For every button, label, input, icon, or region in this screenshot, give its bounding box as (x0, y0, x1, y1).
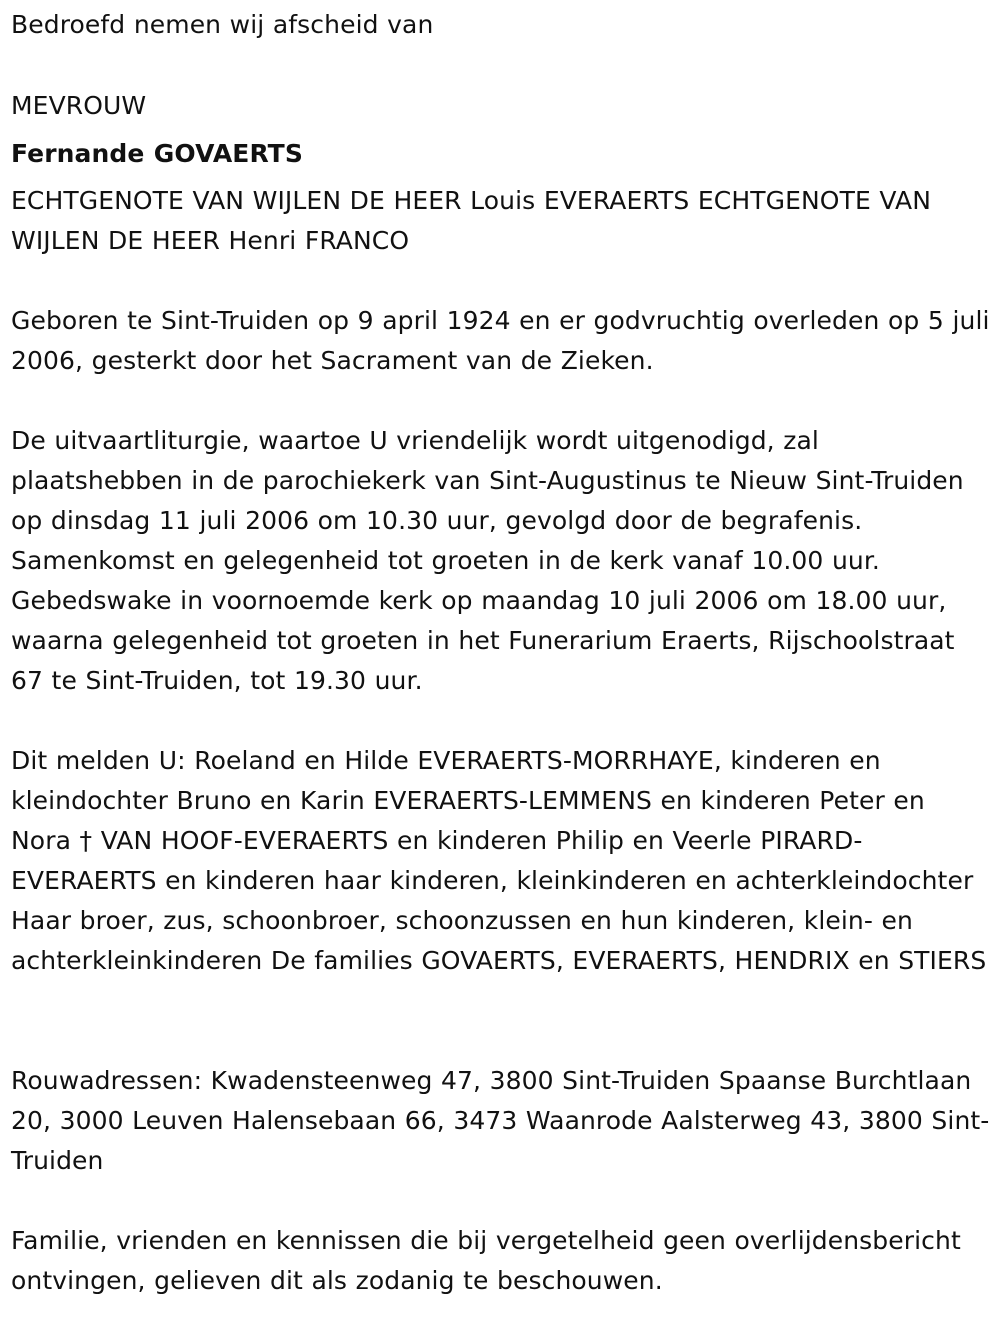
deceased-name: Fernande GOVAERTS (11, 139, 303, 168)
intro-text: Bedroefd nemen wij afscheid van (11, 10, 434, 39)
spouse-info: ECHTGENOTE VAN WIJLEN DE HEER Louis EVERAERTS ECHTGENOTE VAN WIJLEN DE HEER Henri FRANCO (11, 186, 931, 255)
mourning-addresses: Rouwadressen: Kwadensteenweg 47, 3800 Sint-Truiden Spaanse Burchtlaan 20, 3000 Leuven Halensebaan 66, 3473 Waanrode Aalsterweg 43, 3800 Sint-Truiden (11, 1066, 990, 1175)
title-text: MEVROUW (11, 91, 147, 120)
funeral-liturgy-info: De uitvaartliturgie, waartoe U vriendelijk wordt uitgenodigd, zal plaatshebben in de parochiekerk van Sint-Augustinus te Nieuw Sint-Truiden op dinsdag 11 juli 2006 om 10.30 uur, gevolgd door de begrafenis. Samenkomst en gelegenheid tot groeten in de kerk vanaf 10.00 uur. Gebedswake in voornoemde kerk op maandag 10 juli 2006 om 18.00 uur, waarna gelegenheid tot groeten in het Funerarium Eraerts, Rijschoolstraat 67 te Sint-Truiden, tot 19.30 uur. (11, 426, 964, 695)
birth-death-info: Geboren te Sint-Truiden op 9 april 1924 en er godvruchtig overleden op 5 juli 2006, gesterkt door het Sacrament van de Zieken. (11, 306, 990, 375)
closing-note: Familie, vrienden en kennissen die bij vergetelheid geen overlijdensbericht ontvingen, gelieven dit als zodanig te beschouwen. (11, 1226, 961, 1295)
family-announcement: Dit melden U: Roeland en Hilde EVERAERTS-MORRHAYE, kinderen en kleindochter Bruno en Karin EVERAERTS-LEMMENS en kinderen Peter en Nora † VAN HOOF-EVERAERTS en kinderen Philip en Veerle PIRARD-EVERAERTS en kinderen haar kinderen, kleinkinderen en achterkleindochter Haar broer, zus, schoonbroer, schoonzussen en hun kinderen, klein- en achterkleinkinderen De families GOVAERTS, EVERAERTS, HENDRIX en STIERS (11, 746, 987, 975)
